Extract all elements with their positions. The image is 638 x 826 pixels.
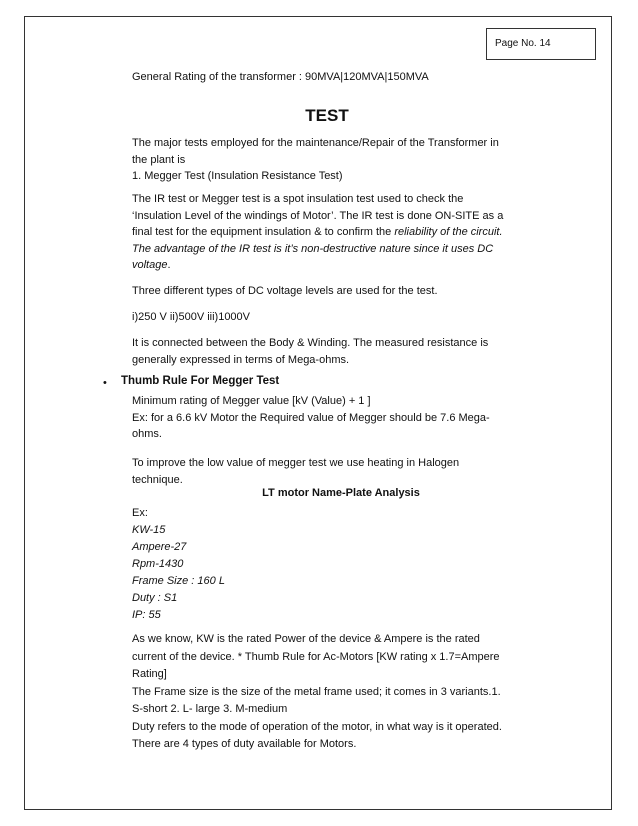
ir-line	[132, 257, 544, 274]
connection-line: generally expressed in terms of Mega-ohms.	[132, 353, 350, 366]
page-number: Page No. 14	[495, 38, 551, 49]
rating-line: General Rating of the transformer : 90MVA|120MVA|150MVA	[132, 71, 429, 83]
intro-line: the plant is	[132, 153, 186, 166]
thumb-rule-line: ohms.	[132, 428, 162, 440]
megger-improvement-line: To improve the low value of megger test we use heating in Halogen	[132, 457, 460, 469]
spec-kw: KW-15	[132, 524, 166, 536]
ir-text: final test for the equipment insulation & to confirm the	[132, 226, 395, 238]
thumb-rule-line: Ex: for a 6.6 kV Motor the Required value of Megger should be 7.6 Mega-	[132, 411, 490, 424]
intro-paragraph	[132, 135, 544, 185]
explanation-line: current of the device. * Thumb Rule for Ac-Motors [KW rating x 1.7=Ampere	[132, 650, 500, 663]
ir-italic-text: voltage	[132, 259, 168, 271]
lt-motor-title	[0, 487, 638, 499]
ir-text: .	[167, 259, 171, 271]
nameplate-specs	[132, 505, 225, 624]
ir-paragraph	[132, 191, 544, 274]
explanation-line: There are 4 types of duty available for Motors.	[132, 738, 357, 750]
ir-line	[132, 224, 544, 241]
explanation-line: S-short 2. L- large 3. M-medium	[132, 703, 288, 715]
ir-line: ‘Insulation Level of the windings of Motor’. The IR test is done ON-SITE as a	[132, 209, 504, 222]
thumb-rule-body	[132, 393, 544, 443]
connection-paragraph	[132, 335, 544, 368]
ir-line: The IR test or Megger test is a spot insulation test used to check the	[132, 193, 464, 205]
spec-ip: IP: 55	[132, 609, 161, 621]
page-number-box	[486, 28, 596, 60]
megger-improvement-line: technique.	[132, 473, 183, 486]
thumb-rule-title: Thumb Rule For Megger Test	[121, 375, 280, 387]
test-heading-text: TEST	[305, 106, 349, 125]
thumb-rule-line: Minimum rating of Megger value [kV (Value) + 1 ]	[132, 395, 371, 407]
spec-frame: Frame Size : 160 L	[132, 575, 225, 587]
intro-line: The major tests employed for the maintenance/Repair of the Transformer in	[132, 137, 499, 149]
explanation-paragraph	[132, 631, 544, 754]
voltage-intro: Three different types of DC voltage levels are used for the test.	[132, 285, 438, 297]
explanation-line: Duty refers to the mode of operation of the motor, in what way is it operated.	[132, 720, 502, 733]
lt-motor-title-text: LT motor Name-Plate Analysis	[262, 487, 420, 499]
spec-ex: Ex:	[132, 507, 148, 519]
explanation-line: Rating]	[132, 668, 167, 680]
test-heading	[0, 106, 638, 126]
connection-line: It is connected between the Body & Winding. The measured resistance is	[132, 337, 489, 349]
spec-duty: Duty : S1	[132, 592, 178, 604]
explanation-line: The Frame size is the size of the metal frame used; it comes in 3 variants.1.	[132, 685, 501, 698]
ir-line: The advantage of the IR test is it’s non-destructive nature since it uses DC	[132, 242, 494, 255]
explanation-line: As we know, KW is the rated Power of the device & Ampere is the rated	[132, 633, 480, 645]
voltage-levels: i)250 V ii)500V iii)1000V	[132, 311, 251, 323]
spec-rpm: Rpm-1430	[132, 558, 184, 570]
spec-ampere: Ampere-27	[132, 541, 187, 553]
intro-line: 1. Megger Test (Insulation Resistance Test)	[132, 170, 343, 182]
bullet-icon: •	[103, 377, 107, 389]
ir-italic-text: reliability of the circuit.	[394, 226, 503, 238]
megger-improvement	[132, 455, 544, 488]
